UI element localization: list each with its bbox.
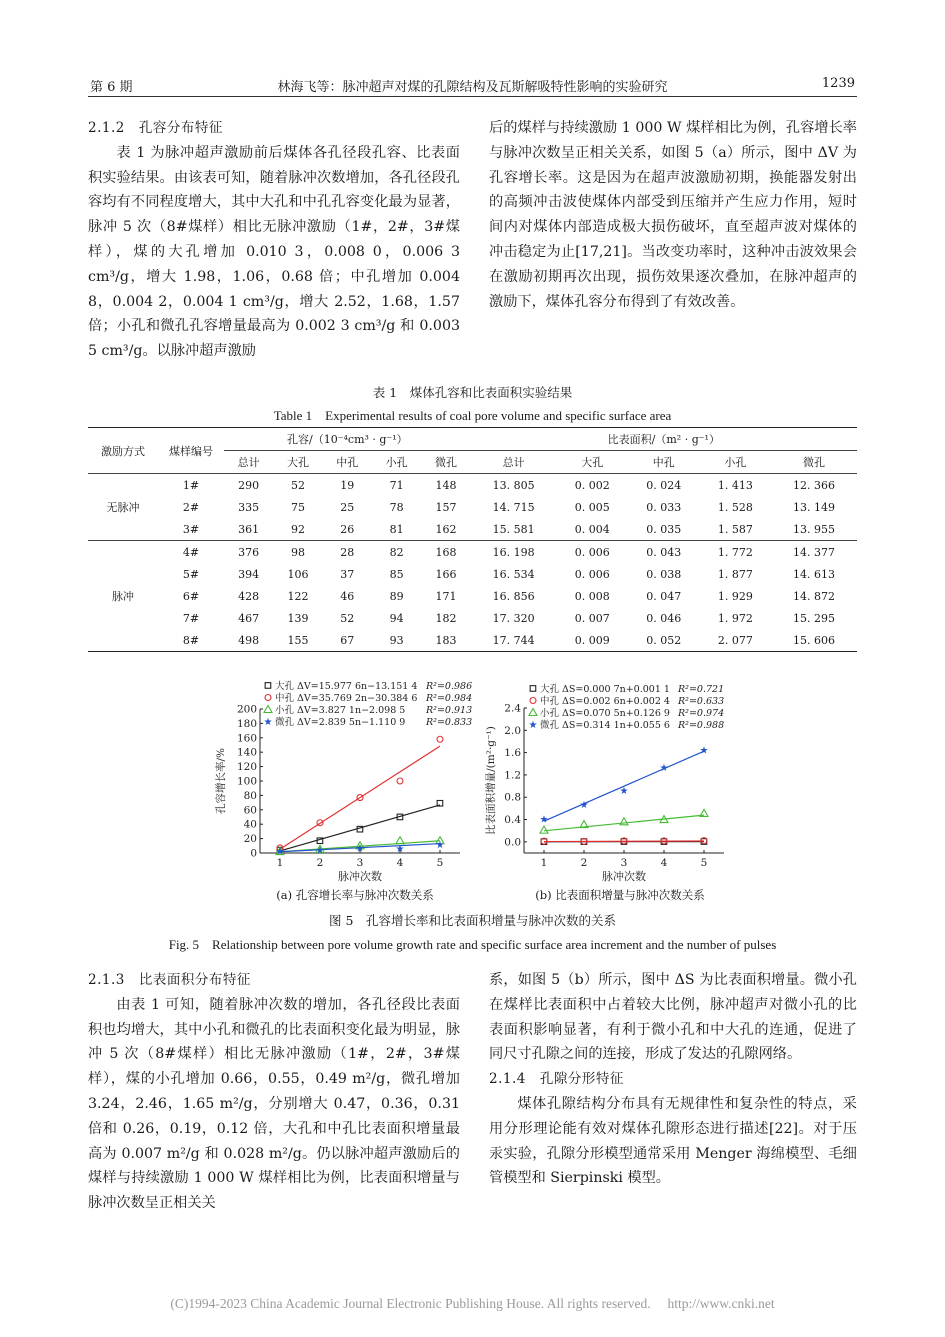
table-cell: 1. 587 (717, 522, 753, 536)
chart-b (480, 672, 740, 907)
star-marker: ★ (528, 720, 538, 731)
y-tick-label: 160 (236, 732, 257, 745)
table-cell: 0. 006 (574, 567, 610, 581)
table-cell: 162 (435, 522, 457, 536)
y-tick-label: 1.2 (504, 769, 521, 782)
table-cell: 166 (435, 567, 457, 581)
table-cell: 16. 198 (492, 545, 535, 559)
x-tick-label: 4 (396, 857, 404, 869)
star-marker: ★ (395, 844, 405, 856)
table-cell: 52 (290, 478, 305, 492)
table-cell: 17. 744 (492, 633, 535, 647)
table-cell: 467 (238, 611, 260, 625)
th-mode: 激励方式 (88, 428, 158, 474)
section-2-1-3-title: 2.1.3 比表面积分布特征 (88, 972, 251, 988)
legend-r2: R²=0.913 (426, 705, 473, 716)
y-tick-label: 140 (236, 746, 257, 759)
star-marker: ★ (275, 846, 285, 858)
th-sub-0: 总计 (237, 456, 260, 469)
table1-caption-en: Table 1 Experimental results of coal pore volume and specific surface area (273, 408, 672, 423)
fit-line (544, 841, 704, 842)
table-cell: 17. 320 (492, 611, 535, 625)
table-cell: 0. 038 (646, 567, 682, 581)
table-cell: 0. 006 (574, 545, 610, 559)
table-cell: 0. 047 (646, 589, 682, 603)
table1-body (88, 474, 857, 652)
y-tick-label: 40 (243, 818, 257, 831)
figure5-caption-cn: 图 5 孔容增长率和比表面积增量与脉冲次数的关系 (329, 913, 616, 928)
section-2-1-4-title: 2.1.4 孔隙分形特征 (489, 1071, 624, 1088)
legend-entry: 小孔 ΔV=3.827 1n−2.098 5 (275, 705, 406, 716)
y-tick-label: 60 (243, 804, 257, 817)
table-cell: 94 (389, 611, 404, 625)
chart-a-subcaption: (a) 孔容增长率与脉冲次数关系 (276, 888, 434, 902)
legend-entry: 微孔 ΔV=2.839 5n−1.110 9 (275, 717, 406, 728)
x-tick-label: 5 (436, 857, 444, 869)
table-cell: 14. 613 (793, 567, 836, 581)
legend-entry: 微孔 ΔS=0.314 1n+0.055 6 (540, 720, 670, 731)
table-cell: 5# (182, 567, 200, 581)
table-cell: 8# (182, 633, 200, 647)
triangle-marker (540, 826, 548, 833)
table-row (88, 518, 857, 541)
th-sub-2: 中孔 (336, 456, 359, 469)
table-cell: 16. 856 (492, 589, 535, 603)
star-marker: ★ (263, 717, 273, 728)
section-2-1-3-para2: 系，如图 5（b）所示，图中 ΔS 为比表面积增量。微小孔在煤样比表面积中占着较大比例，脉冲超声对微小孔的比表面积影响显著，有利于微小孔和中大孔的连通，促进了同尺寸孔隙之间的连接，形成了发达的孔隙网络。 (489, 972, 857, 1063)
x-tick-label: 3 (620, 857, 628, 869)
legend-r2: R²=0.974 (678, 708, 725, 719)
table-cell: 75 (290, 500, 305, 514)
group-label: 无脉冲 (88, 474, 158, 541)
table-cell: 394 (238, 567, 260, 581)
x-tick-label: 1 (540, 857, 548, 869)
left-column-top (88, 116, 460, 364)
table-cell: 1. 413 (717, 478, 753, 492)
x-tick-label: 2 (316, 857, 324, 869)
table-cell: 19 (340, 478, 355, 492)
table-cell: 1. 877 (717, 567, 753, 581)
star-marker: ★ (315, 845, 325, 857)
table-cell: 28 (340, 545, 355, 559)
right-column-top (489, 116, 857, 314)
triangle-marker (396, 837, 404, 844)
table-cell: 1. 528 (717, 500, 753, 514)
circle-marker (265, 695, 271, 701)
table-cell: 106 (287, 567, 309, 581)
table-cell: 376 (238, 545, 260, 559)
legend-entry: 中孔 ΔS=0.002 6n+0.002 4 (540, 696, 670, 707)
y-tick-label: 200 (236, 703, 257, 716)
table-cell: 15. 581 (492, 522, 535, 536)
section-2-1-2-para2: 后的煤样与持续激励 1 000 W 煤样相比为例，孔容增长率与脉冲次数呈正相关关系，如图 5（a）所示，图中 ΔV 为孔容增长率。这是因为在超声波激励初期，换能器发射出的高频冲击波使煤体内部受到压缩并产生应力作用，短时间内对煤体内部造成极大损伤破坏，直至超声波对煤体的冲击稳定为止[17,21]。当改变功率时，这种冲击波效果会在激励初期再次出现，损伤效果逐次叠加，在脉冲超声的激励下，煤体孔容分布得到了有效改善。 (489, 120, 857, 310)
table-row (88, 563, 857, 585)
y-tick-label: 0.4 (504, 814, 521, 827)
table-cell: 13. 955 (793, 522, 836, 536)
table-cell: 37 (340, 567, 355, 581)
page-number: 1239 (821, 76, 855, 91)
table-cell: 81 (389, 522, 404, 536)
circle-marker (397, 778, 403, 784)
th-sub-7: 中孔 (652, 456, 675, 469)
table-cell: 0. 043 (646, 545, 682, 559)
y-tick-label: 80 (243, 789, 257, 802)
table-cell: 0. 004 (574, 522, 610, 536)
table-cell: 171 (435, 589, 457, 603)
legend-r2: R²=0.984 (426, 693, 473, 704)
table-cell: 92 (290, 522, 305, 536)
right-column-bottom (489, 968, 857, 1191)
y-tick-label: 2.4 (504, 702, 521, 715)
star-marker: ★ (355, 843, 365, 855)
y-tick-label: 20 (243, 833, 257, 846)
section-2-1-3-para1: 由表 1 可知，随着脉冲次数的增加，各孔径段比表面积也均增大，其中小孔和微孔的比表面积变化最为明显，脉冲 5 次（8#煤样）相比无脉冲激励（1#，2#，3#煤样），煤的小孔增加 0.66，0.55，0.49 m²/g，微孔增加 3.24，2.46，1.65 m²/g，分别增大 0.47，0.36，0.31 倍和 0.26，0.19，0.12 倍，大孔和中孔比表面积增量最高为 0.007 m²/g 和 0.028 m²/g。仍以脉冲超声激励后的煤样与持续激励 1 000 W 煤样相比为例，比表面积增量与脉冲次数呈正相关关 (88, 996, 460, 1212)
th-specific-area: 比表面积/（m² · g⁻¹） (471, 428, 857, 451)
triangle-marker (620, 818, 628, 825)
table-cell: 139 (287, 611, 309, 625)
th-pore-volume: 孔容/（10⁻⁴cm³ · g⁻¹） (224, 428, 471, 451)
section-2-1-2-title: 2.1.2 孔容分布特征 (88, 120, 223, 136)
table-cell: 428 (238, 589, 260, 603)
table-cell: 1. 972 (717, 611, 753, 625)
legend-r2: R²=0.833 (426, 717, 473, 728)
y-tick-label: 2.0 (504, 724, 521, 737)
table-cell: 14. 872 (793, 589, 836, 603)
table-cell: 0. 033 (646, 500, 682, 514)
table-cell: 168 (435, 545, 457, 559)
legend-r2: R²=0.633 (678, 696, 725, 707)
table-cell: 16. 534 (492, 567, 535, 581)
y-tick-label: 0 (250, 847, 257, 860)
table-cell: 82 (389, 545, 404, 559)
chart-a (210, 672, 480, 907)
table-cell: 183 (435, 633, 457, 647)
table-cell: 78 (389, 500, 404, 514)
table-cell: 0. 052 (646, 633, 682, 647)
table-row (88, 607, 857, 629)
y-tick-label: 1.6 (504, 747, 521, 760)
circle-marker (530, 698, 536, 704)
star-marker: ★ (659, 763, 669, 775)
table-cell: 157 (435, 500, 457, 514)
group-label: 脉冲 (112, 590, 134, 603)
square-marker (530, 686, 536, 692)
legend-r2: R²=0.721 (678, 684, 725, 695)
y-axis-label: 孔容增长率/% (215, 747, 227, 815)
table-cell: 335 (238, 500, 260, 514)
table1-caption-cn: 表 1 煤体孔容和比表面积实验结果 (372, 385, 573, 400)
y-tick-label: 180 (236, 717, 257, 730)
table-cell: 148 (435, 478, 457, 492)
star-marker: ★ (699, 745, 709, 757)
table-cell: 52 (340, 611, 355, 625)
th-sub-1: 大孔 (286, 456, 309, 469)
th-sub-6: 大孔 (581, 456, 604, 469)
y-tick-label: 0.8 (504, 791, 521, 804)
table-row (88, 585, 857, 607)
th-sub-4: 微孔 (434, 456, 457, 469)
table-cell: 3# (182, 522, 200, 536)
running-title: 林海飞等：脉冲超声对煤的孔隙结构及瓦斯解吸特性影响的实验研究 (277, 80, 668, 95)
section-2-1-4-para1: 煤体孔隙结构分布具有无规律性和复杂性的特点，采用分形理论能有效对煤体孔隙形态进行描述[22]。对于压汞实验，孔隙分形模型通常采用 Menger 海绵模型、毛细管模型和 Sierpinski 模型。 (489, 1095, 857, 1187)
table-cell: 15. 606 (793, 633, 836, 647)
table-cell: 67 (340, 633, 355, 647)
table-cell: 1. 772 (717, 545, 753, 559)
x-axis-label: 脉冲次数 (602, 870, 646, 883)
table-cell: 14. 377 (793, 545, 836, 559)
table-cell: 26 (340, 522, 355, 536)
table-cell: 122 (287, 589, 309, 603)
table-cell: 0. 046 (646, 611, 682, 625)
table-cell: 98 (290, 545, 305, 559)
table-cell: 0. 005 (574, 500, 610, 514)
table-cell: 0. 008 (574, 589, 610, 603)
y-tick-label: 0.0 (504, 836, 521, 849)
legend-entry: 中孔 ΔV=35.769 2n−30.384 6 (275, 693, 418, 704)
star-marker: ★ (539, 814, 549, 826)
table-cell: 15. 295 (793, 611, 836, 625)
th-sub-8: 小孔 (724, 456, 747, 469)
triangle-marker (264, 706, 272, 713)
th-sub-9: 微孔 (803, 456, 826, 469)
table-cell: 0. 007 (574, 611, 610, 625)
table-cell: 0. 009 (574, 633, 610, 647)
table-cell: 498 (238, 633, 260, 647)
table-cell: 7# (182, 611, 200, 625)
x-tick-label: 4 (660, 857, 668, 869)
table-cell: 0. 024 (646, 478, 682, 492)
legend-entry: 小孔 ΔS=0.070 5n+0.126 9 (540, 708, 670, 719)
square-marker (265, 683, 271, 689)
legend-r2: R²=0.988 (678, 720, 725, 731)
table-row (88, 474, 857, 497)
table-row (88, 629, 857, 652)
table-cell: 12. 366 (793, 478, 836, 492)
legend-entry: 大孔 ΔS=0.000 7n+0.001 1 (540, 684, 670, 695)
x-tick-label: 1 (276, 857, 284, 869)
circle-marker (437, 736, 443, 742)
table-cell: 6# (182, 589, 200, 603)
star-marker: ★ (579, 799, 589, 811)
table-cell: 155 (287, 633, 309, 647)
y-axis-label: 比表面积增量/(m²·g⁻¹) (485, 726, 497, 835)
copyright-footer: (C)1994-2023 China Academic Journal Electronic Publishing House. All rights reserved. http://www.cnki.net (170, 1296, 775, 1311)
table-cell: 290 (238, 478, 260, 492)
table-cell: 93 (389, 633, 404, 647)
left-column-bottom (88, 968, 460, 1216)
table-cell: 1. 929 (717, 589, 753, 603)
table-cell: 361 (238, 522, 260, 536)
table-cell: 13. 149 (793, 500, 836, 514)
triangle-marker (529, 709, 537, 716)
table-cell: 25 (340, 500, 355, 514)
table-cell: 13. 805 (492, 478, 535, 492)
table-cell: 182 (435, 611, 457, 625)
table-cell: 0. 035 (646, 522, 682, 536)
table-cell: 1# (182, 478, 200, 492)
x-tick-label: 2 (580, 857, 588, 869)
legend-entry: 大孔 ΔV=15.977 6n−13.151 4 (275, 681, 418, 692)
table-row (88, 541, 857, 564)
star-marker: ★ (619, 786, 629, 798)
chart-b-subcaption: (b) 比表面积增量与脉冲次数关系 (535, 888, 705, 902)
table-cell: 2# (182, 500, 200, 514)
th-sample-id: 煤样编号 (158, 428, 224, 474)
table-cell: 71 (389, 478, 404, 492)
table-row (88, 496, 857, 518)
th-sub-3: 小孔 (385, 456, 408, 469)
x-tick-label: 3 (356, 857, 364, 869)
table-cell: 4# (182, 545, 200, 559)
table-cell: 89 (389, 589, 404, 603)
figure5-caption-en: Fig. 5 Relationship between pore volume growth rate and specific surface area increment and the number of pulses (168, 937, 777, 952)
star-marker: ★ (435, 839, 445, 851)
th-sub-5: 总计 (502, 456, 525, 469)
y-tick-label: 100 (236, 775, 257, 788)
table-cell: 46 (340, 589, 355, 603)
fit-line (280, 746, 440, 849)
y-tick-label: 120 (236, 761, 257, 774)
issue-number: 第 6 期 (90, 80, 133, 95)
table-cell: 85 (389, 567, 404, 581)
legend-r2: R²=0.986 (426, 681, 473, 692)
x-axis-label: 脉冲次数 (338, 870, 382, 883)
table1 (88, 427, 857, 652)
section-2-1-2-para1: 表 1 为脉冲超声激励前后煤体各孔径段孔容、比表面积实验结果。由该表可知，随着脉冲次数增加，各孔径段孔容均有不同程度增大，其中大孔和中孔孔容变化最为显著，脉冲 5 次（8#煤样）相比无脉冲激励（1#，2#，3#煤样），煤的大孔增加 0.010 3，0.008 0，0.006 3 cm³/g，增大 1.98，1.06，0.68 倍；中孔增加 0.004 8，0.004 2，0.004 1 cm³/g，增大 2.52，1.68，1.57 倍；小孔和微孔孔容增量最高为 0.002 3 cm³/g 和 0.003 5 cm³/g。以脉冲超声激励 (88, 144, 460, 360)
header-rule (88, 96, 857, 97)
table-cell: 0. 002 (574, 478, 610, 492)
table-cell: 2. 077 (717, 633, 753, 647)
table-cell: 14. 715 (492, 500, 535, 514)
x-tick-label: 5 (700, 857, 708, 869)
